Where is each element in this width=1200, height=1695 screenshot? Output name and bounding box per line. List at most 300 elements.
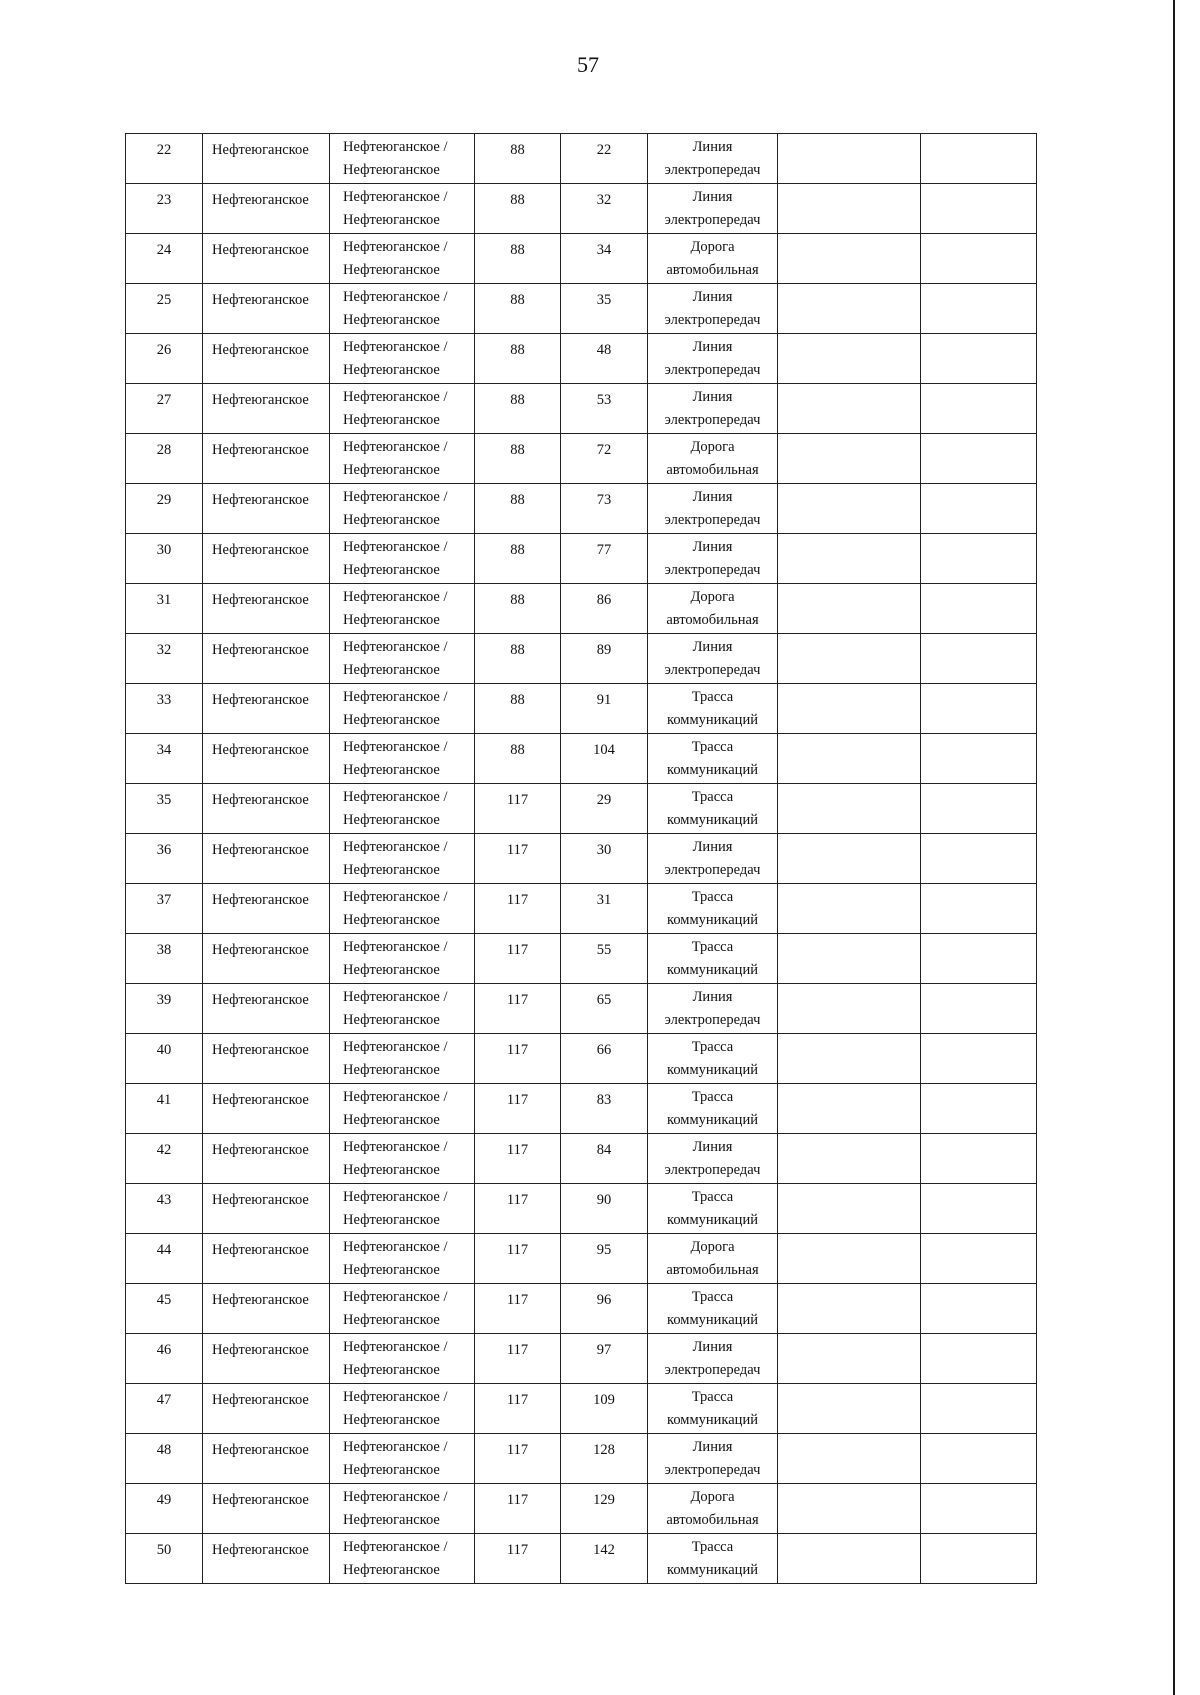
object-line-2: автомобильная bbox=[666, 262, 759, 278]
cluster-line-1: Нефтеюганское / bbox=[343, 789, 448, 805]
object-type-cell bbox=[648, 634, 778, 684]
object-line-1: Трасса bbox=[691, 1039, 734, 1055]
table-row bbox=[126, 434, 1037, 484]
object-line-2: электропередач bbox=[664, 862, 761, 878]
empty-cell bbox=[921, 1434, 1037, 1484]
cluster-line-1: Нефтеюганское / bbox=[343, 1189, 448, 1205]
object-type-cell bbox=[648, 784, 778, 834]
block-number-cell: 88 bbox=[475, 634, 561, 684]
row-number-cell: 46 bbox=[126, 1334, 203, 1384]
field-name-cell: Нефтеюганское bbox=[203, 1334, 330, 1384]
row-number-cell: 33 bbox=[126, 684, 203, 734]
block-number-cell: 117 bbox=[475, 1134, 561, 1184]
cluster-line-2: Нефтеюганское bbox=[343, 862, 440, 878]
table-row bbox=[126, 584, 1037, 634]
table-row bbox=[126, 534, 1037, 584]
cluster-line-2: Нефтеюганское bbox=[343, 912, 440, 928]
row-number-cell: 36 bbox=[126, 834, 203, 884]
cluster-line-1: Нефтеюганское / bbox=[343, 889, 448, 905]
section-number-cell: 129 bbox=[561, 1484, 648, 1534]
cluster-line-2: Нефтеюганское bbox=[343, 812, 440, 828]
cluster-cell bbox=[330, 1484, 475, 1534]
empty-cell bbox=[921, 584, 1037, 634]
field-name-cell: Нефтеюганское bbox=[203, 1234, 330, 1284]
cluster-cell bbox=[330, 284, 475, 334]
cluster-line-1: Нефтеюганское / bbox=[343, 1439, 448, 1455]
empty-cell bbox=[921, 484, 1037, 534]
empty-cell bbox=[921, 684, 1037, 734]
block-number-cell: 88 bbox=[475, 684, 561, 734]
empty-cell bbox=[778, 834, 921, 884]
cluster-cell bbox=[330, 884, 475, 934]
block-number-cell: 88 bbox=[475, 134, 561, 184]
section-number-cell: 48 bbox=[561, 334, 648, 384]
section-number-cell: 72 bbox=[561, 434, 648, 484]
cluster-cell bbox=[330, 334, 475, 384]
cluster-line-2: Нефтеюганское bbox=[343, 1462, 440, 1478]
object-line-2: автомобильная bbox=[666, 612, 759, 628]
object-line-2: электропередач bbox=[664, 312, 761, 328]
object-line-2: коммуникаций bbox=[667, 912, 758, 928]
empty-cell bbox=[778, 734, 921, 784]
block-number-cell: 117 bbox=[475, 1434, 561, 1484]
row-number-cell: 31 bbox=[126, 584, 203, 634]
object-line-2: электропередач bbox=[664, 512, 761, 528]
data-table bbox=[125, 133, 1037, 1584]
cluster-line-1: Нефтеюганское / bbox=[343, 1339, 448, 1355]
row-number-cell: 27 bbox=[126, 384, 203, 434]
field-name-cell: Нефтеюганское bbox=[203, 634, 330, 684]
cluster-cell bbox=[330, 1184, 475, 1234]
cluster-line-2: Нефтеюганское bbox=[343, 1212, 440, 1228]
cluster-line-1: Нефтеюганское / bbox=[343, 839, 448, 855]
object-line-1: Трасса bbox=[691, 889, 734, 905]
object-line-2: электропередач bbox=[664, 662, 761, 678]
cluster-cell bbox=[330, 784, 475, 834]
table-row bbox=[126, 484, 1037, 534]
object-type-cell bbox=[648, 1484, 778, 1534]
empty-cell bbox=[778, 1034, 921, 1084]
cluster-cell bbox=[330, 1234, 475, 1284]
cluster-line-2: Нефтеюганское bbox=[343, 612, 440, 628]
empty-cell bbox=[921, 384, 1037, 434]
table-row bbox=[126, 1484, 1037, 1534]
cluster-line-2: Нефтеюганское bbox=[343, 962, 440, 978]
cluster-line-2: Нефтеюганское bbox=[343, 1062, 440, 1078]
block-number-cell: 117 bbox=[475, 1234, 561, 1284]
table-row bbox=[126, 1134, 1037, 1184]
row-number-cell: 32 bbox=[126, 634, 203, 684]
row-number-cell: 28 bbox=[126, 434, 203, 484]
object-line-1: Дорога bbox=[690, 239, 735, 255]
object-type-cell bbox=[648, 284, 778, 334]
object-type-cell bbox=[648, 1384, 778, 1434]
field-name-cell: Нефтеюганское bbox=[203, 934, 330, 984]
object-line-1: Линия bbox=[692, 489, 733, 505]
section-number-cell: 29 bbox=[561, 784, 648, 834]
cluster-line-2: Нефтеюганское bbox=[343, 1512, 440, 1528]
object-line-2: коммуникаций bbox=[667, 962, 758, 978]
object-line-1: Трасса bbox=[691, 1089, 734, 1105]
object-line-2: электропередач bbox=[664, 162, 761, 178]
cluster-line-2: Нефтеюганское bbox=[343, 1112, 440, 1128]
row-number-cell: 43 bbox=[126, 1184, 203, 1234]
empty-cell bbox=[778, 1484, 921, 1534]
block-number-cell: 117 bbox=[475, 1284, 561, 1334]
table-row bbox=[126, 1384, 1037, 1434]
cluster-line-1: Нефтеюганское / bbox=[343, 1389, 448, 1405]
empty-cell bbox=[778, 684, 921, 734]
cluster-line-2: Нефтеюганское bbox=[343, 212, 440, 228]
empty-cell bbox=[921, 1384, 1037, 1434]
cluster-cell bbox=[330, 1434, 475, 1484]
empty-cell bbox=[921, 534, 1037, 584]
table-row bbox=[126, 1084, 1037, 1134]
section-number-cell: 128 bbox=[561, 1434, 648, 1484]
row-number-cell: 44 bbox=[126, 1234, 203, 1284]
object-type-cell bbox=[648, 1134, 778, 1184]
section-number-cell: 109 bbox=[561, 1384, 648, 1434]
section-number-cell: 22 bbox=[561, 134, 648, 184]
empty-cell bbox=[921, 734, 1037, 784]
empty-cell bbox=[921, 234, 1037, 284]
block-number-cell: 88 bbox=[475, 334, 561, 384]
cluster-line-1: Нефтеюганское / bbox=[343, 389, 448, 405]
row-number-cell: 38 bbox=[126, 934, 203, 984]
cluster-line-2: Нефтеюганское bbox=[343, 662, 440, 678]
empty-cell bbox=[778, 484, 921, 534]
table-body bbox=[126, 134, 1037, 1584]
object-line-2: электропередач bbox=[664, 412, 761, 428]
cluster-line-1: Нефтеюганское / bbox=[343, 1539, 448, 1555]
row-number-cell: 35 bbox=[126, 784, 203, 834]
field-name-cell: Нефтеюганское bbox=[203, 1284, 330, 1334]
empty-cell bbox=[778, 1284, 921, 1334]
cluster-cell bbox=[330, 1084, 475, 1134]
cluster-cell bbox=[330, 1034, 475, 1084]
table-row bbox=[126, 184, 1037, 234]
empty-cell bbox=[778, 984, 921, 1034]
cluster-cell bbox=[330, 1284, 475, 1334]
cluster-line-1: Нефтеюганское / bbox=[343, 289, 448, 305]
cluster-line-1: Нефтеюганское / bbox=[343, 239, 448, 255]
row-number-cell: 26 bbox=[126, 334, 203, 384]
table-row bbox=[126, 684, 1037, 734]
field-name-cell: Нефтеюганское bbox=[203, 1434, 330, 1484]
field-name-cell: Нефтеюганское bbox=[203, 834, 330, 884]
table-row bbox=[126, 284, 1037, 334]
row-number-cell: 30 bbox=[126, 534, 203, 584]
empty-cell bbox=[778, 784, 921, 834]
table-row bbox=[126, 1284, 1037, 1334]
object-line-1: Линия bbox=[692, 1139, 733, 1155]
block-number-cell: 88 bbox=[475, 534, 561, 584]
empty-cell bbox=[921, 184, 1037, 234]
object-line-2: электропередач bbox=[664, 212, 761, 228]
cluster-line-1: Нефтеюганское / bbox=[343, 689, 448, 705]
table-row bbox=[126, 1184, 1037, 1234]
object-line-2: коммуникаций bbox=[667, 762, 758, 778]
table-row bbox=[126, 984, 1037, 1034]
section-number-cell: 95 bbox=[561, 1234, 648, 1284]
section-number-cell: 55 bbox=[561, 934, 648, 984]
empty-cell bbox=[778, 1434, 921, 1484]
object-line-2: автомобильная bbox=[666, 462, 759, 478]
cluster-cell bbox=[330, 834, 475, 884]
block-number-cell: 117 bbox=[475, 934, 561, 984]
cluster-line-1: Нефтеюганское / bbox=[343, 539, 448, 555]
empty-cell bbox=[778, 1234, 921, 1284]
empty-cell bbox=[778, 534, 921, 584]
empty-cell bbox=[778, 134, 921, 184]
object-line-1: Трасса bbox=[691, 1389, 734, 1405]
object-line-1: Линия bbox=[692, 139, 733, 155]
empty-cell bbox=[921, 1084, 1037, 1134]
object-line-2: коммуникаций bbox=[667, 1412, 758, 1428]
object-line-2: электропередач bbox=[664, 1362, 761, 1378]
table-row bbox=[126, 1534, 1037, 1584]
cluster-line-2: Нефтеюганское bbox=[343, 412, 440, 428]
cluster-line-1: Нефтеюганское / bbox=[343, 1239, 448, 1255]
cluster-cell bbox=[330, 534, 475, 584]
block-number-cell: 88 bbox=[475, 584, 561, 634]
row-number-cell: 47 bbox=[126, 1384, 203, 1434]
field-name-cell: Нефтеюганское bbox=[203, 1184, 330, 1234]
row-number-cell: 40 bbox=[126, 1034, 203, 1084]
block-number-cell: 88 bbox=[475, 184, 561, 234]
empty-cell bbox=[921, 1184, 1037, 1234]
section-number-cell: 84 bbox=[561, 1134, 648, 1184]
object-line-1: Линия bbox=[692, 1439, 733, 1455]
row-number-cell: 24 bbox=[126, 234, 203, 284]
field-name-cell: Нефтеюганское bbox=[203, 784, 330, 834]
object-line-1: Линия bbox=[692, 389, 733, 405]
section-number-cell: 104 bbox=[561, 734, 648, 784]
field-name-cell: Нефтеюганское bbox=[203, 534, 330, 584]
section-number-cell: 73 bbox=[561, 484, 648, 534]
cluster-cell bbox=[330, 1134, 475, 1184]
object-line-1: Трасса bbox=[691, 1539, 734, 1555]
field-name-cell: Нефтеюганское bbox=[203, 1484, 330, 1534]
row-number-cell: 39 bbox=[126, 984, 203, 1034]
object-type-cell bbox=[648, 834, 778, 884]
block-number-cell: 117 bbox=[475, 1084, 561, 1134]
table-container bbox=[125, 133, 1037, 1584]
empty-cell bbox=[921, 1134, 1037, 1184]
cluster-line-2: Нефтеюганское bbox=[343, 1262, 440, 1278]
object-line-1: Трасса bbox=[691, 789, 734, 805]
empty-cell bbox=[778, 384, 921, 434]
empty-cell bbox=[778, 584, 921, 634]
block-number-cell: 117 bbox=[475, 1184, 561, 1234]
object-line-2: коммуникаций bbox=[667, 812, 758, 828]
table-row bbox=[126, 1334, 1037, 1384]
object-type-cell bbox=[648, 1284, 778, 1334]
empty-cell bbox=[921, 934, 1037, 984]
object-line-1: Трасса bbox=[691, 739, 734, 755]
field-name-cell: Нефтеюганское bbox=[203, 434, 330, 484]
object-line-1: Трасса bbox=[691, 1289, 734, 1305]
cluster-cell bbox=[330, 134, 475, 184]
object-type-cell bbox=[648, 134, 778, 184]
block-number-cell: 117 bbox=[475, 984, 561, 1034]
section-number-cell: 89 bbox=[561, 634, 648, 684]
cluster-line-2: Нефтеюганское bbox=[343, 362, 440, 378]
empty-cell bbox=[921, 984, 1037, 1034]
block-number-cell: 88 bbox=[475, 234, 561, 284]
object-line-1: Линия bbox=[692, 639, 733, 655]
object-line-1: Линия bbox=[692, 1339, 733, 1355]
table-row bbox=[126, 334, 1037, 384]
row-number-cell: 48 bbox=[126, 1434, 203, 1484]
cluster-line-1: Нефтеюганское / bbox=[343, 1489, 448, 1505]
object-line-1: Линия bbox=[692, 989, 733, 1005]
cluster-line-1: Нефтеюганское / bbox=[343, 1089, 448, 1105]
field-name-cell: Нефтеюганское bbox=[203, 1384, 330, 1434]
empty-cell bbox=[921, 1284, 1037, 1334]
field-name-cell: Нефтеюганское bbox=[203, 484, 330, 534]
block-number-cell: 117 bbox=[475, 1484, 561, 1534]
object-line-2: коммуникаций bbox=[667, 1112, 758, 1128]
object-line-1: Трасса bbox=[691, 689, 734, 705]
field-name-cell: Нефтеюганское bbox=[203, 584, 330, 634]
object-type-cell bbox=[648, 384, 778, 434]
object-line-1: Трасса bbox=[691, 939, 734, 955]
empty-cell bbox=[921, 834, 1037, 884]
cluster-cell bbox=[330, 584, 475, 634]
section-number-cell: 97 bbox=[561, 1334, 648, 1384]
empty-cell bbox=[778, 884, 921, 934]
section-number-cell: 65 bbox=[561, 984, 648, 1034]
object-type-cell bbox=[648, 234, 778, 284]
object-line-2: коммуникаций bbox=[667, 1062, 758, 1078]
empty-cell bbox=[921, 284, 1037, 334]
cluster-line-1: Нефтеюганское / bbox=[343, 189, 448, 205]
section-number-cell: 90 bbox=[561, 1184, 648, 1234]
field-name-cell: Нефтеюганское bbox=[203, 184, 330, 234]
empty-cell bbox=[921, 1234, 1037, 1284]
row-number-cell: 49 bbox=[126, 1484, 203, 1534]
block-number-cell: 117 bbox=[475, 1334, 561, 1384]
object-type-cell bbox=[648, 734, 778, 784]
cluster-cell bbox=[330, 984, 475, 1034]
cluster-line-1: Нефтеюганское / bbox=[343, 989, 448, 1005]
cluster-line-2: Нефтеюганское bbox=[343, 562, 440, 578]
row-number-cell: 50 bbox=[126, 1534, 203, 1584]
table-row bbox=[126, 1234, 1037, 1284]
cluster-line-1: Нефтеюганское / bbox=[343, 739, 448, 755]
empty-cell bbox=[778, 334, 921, 384]
cluster-cell bbox=[330, 384, 475, 434]
table-row bbox=[126, 884, 1037, 934]
section-number-cell: 91 bbox=[561, 684, 648, 734]
block-number-cell: 88 bbox=[475, 384, 561, 434]
block-number-cell: 117 bbox=[475, 1384, 561, 1434]
empty-cell bbox=[778, 1334, 921, 1384]
row-number-cell: 25 bbox=[126, 284, 203, 334]
object-type-cell bbox=[648, 334, 778, 384]
empty-cell bbox=[778, 934, 921, 984]
cluster-line-2: Нефтеюганское bbox=[343, 162, 440, 178]
object-type-cell bbox=[648, 684, 778, 734]
page-number: 57 bbox=[577, 52, 599, 77]
cluster-line-2: Нефтеюганское bbox=[343, 762, 440, 778]
table-row bbox=[126, 834, 1037, 884]
field-name-cell: Нефтеюганское bbox=[203, 384, 330, 434]
cluster-line-2: Нефтеюганское bbox=[343, 312, 440, 328]
row-number-cell: 42 bbox=[126, 1134, 203, 1184]
object-line-1: Дорога bbox=[690, 1489, 735, 1505]
object-line-1: Линия bbox=[692, 339, 733, 355]
cluster-cell bbox=[330, 634, 475, 684]
block-number-cell: 117 bbox=[475, 834, 561, 884]
field-name-cell: Нефтеюганское bbox=[203, 984, 330, 1034]
object-type-cell bbox=[648, 1084, 778, 1134]
field-name-cell: Нефтеюганское bbox=[203, 134, 330, 184]
object-line-2: электропередач bbox=[664, 1162, 761, 1178]
object-line-2: коммуникаций bbox=[667, 712, 758, 728]
object-type-cell bbox=[648, 584, 778, 634]
cluster-line-2: Нефтеюганское bbox=[343, 1012, 440, 1028]
empty-cell bbox=[921, 434, 1037, 484]
object-type-cell bbox=[648, 934, 778, 984]
empty-cell bbox=[921, 1534, 1037, 1584]
section-number-cell: 66 bbox=[561, 1034, 648, 1084]
field-name-cell: Нефтеюганское bbox=[203, 1534, 330, 1584]
cluster-line-2: Нефтеюганское bbox=[343, 1362, 440, 1378]
object-type-cell bbox=[648, 1184, 778, 1234]
object-type-cell bbox=[648, 1334, 778, 1384]
empty-cell bbox=[778, 1134, 921, 1184]
field-name-cell: Нефтеюганское bbox=[203, 684, 330, 734]
object-line-2: коммуникаций bbox=[667, 1562, 758, 1578]
field-name-cell: Нефтеюганское bbox=[203, 234, 330, 284]
row-number-cell: 29 bbox=[126, 484, 203, 534]
empty-cell bbox=[778, 434, 921, 484]
cluster-line-1: Нефтеюганское / bbox=[343, 489, 448, 505]
section-number-cell: 30 bbox=[561, 834, 648, 884]
table-row bbox=[126, 934, 1037, 984]
object-type-cell bbox=[648, 1534, 778, 1584]
empty-cell bbox=[921, 884, 1037, 934]
field-name-cell: Нефтеюганское bbox=[203, 1034, 330, 1084]
object-line-1: Линия bbox=[692, 839, 733, 855]
cluster-line-1: Нефтеюганское / bbox=[343, 1039, 448, 1055]
scan-edge-line bbox=[1173, 0, 1175, 1695]
object-line-2: коммуникаций bbox=[667, 1212, 758, 1228]
cluster-line-2: Нефтеюганское bbox=[343, 262, 440, 278]
cluster-line-1: Нефтеюганское / bbox=[343, 139, 448, 155]
table-row bbox=[126, 384, 1037, 434]
object-line-1: Линия bbox=[692, 189, 733, 205]
object-type-cell bbox=[648, 1034, 778, 1084]
block-number-cell: 88 bbox=[475, 484, 561, 534]
object-type-cell bbox=[648, 984, 778, 1034]
empty-cell bbox=[921, 784, 1037, 834]
object-line-2: электропередач bbox=[664, 562, 761, 578]
cluster-line-2: Нефтеюганское bbox=[343, 1312, 440, 1328]
section-number-cell: 96 bbox=[561, 1284, 648, 1334]
cluster-line-1: Нефтеюганское / bbox=[343, 589, 448, 605]
object-type-cell bbox=[648, 1434, 778, 1484]
cluster-line-1: Нефтеюганское / bbox=[343, 1289, 448, 1305]
object-line-2: коммуникаций bbox=[667, 1312, 758, 1328]
row-number-cell: 23 bbox=[126, 184, 203, 234]
object-line-1: Линия bbox=[692, 539, 733, 555]
table-row bbox=[126, 634, 1037, 684]
row-number-cell: 45 bbox=[126, 1284, 203, 1334]
empty-cell bbox=[778, 1534, 921, 1584]
